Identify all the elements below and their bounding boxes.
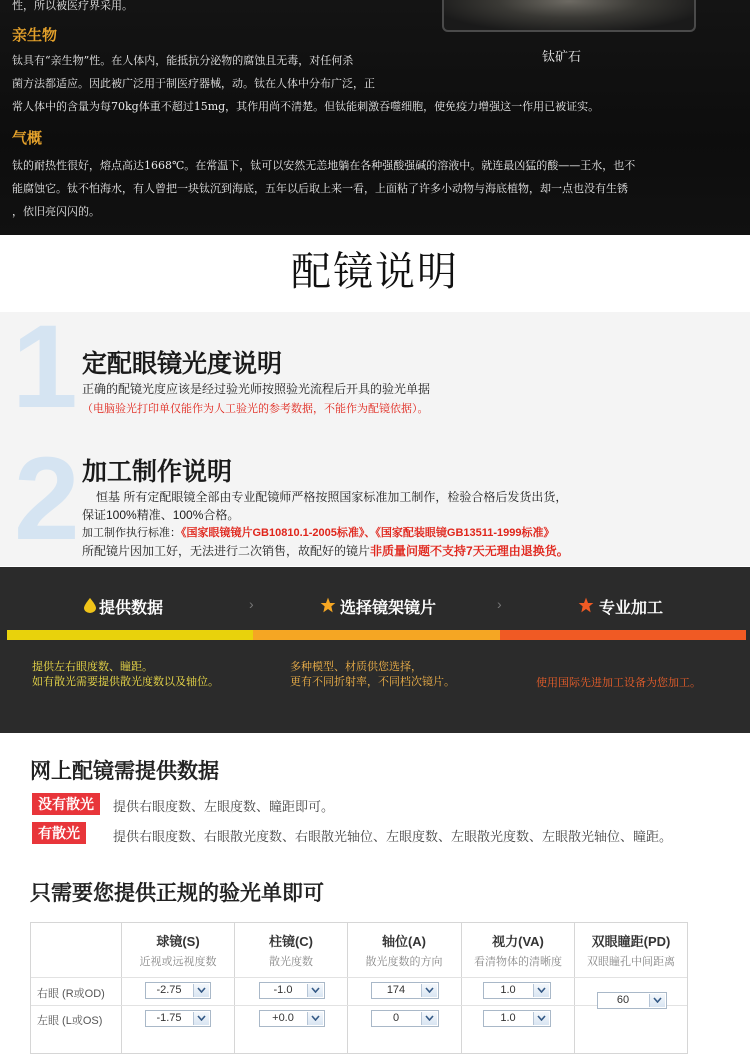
chevron-down-icon[interactable] — [307, 984, 323, 997]
online-data-heading: 网上配镜需提供数据 — [30, 760, 219, 783]
step-bar-2 — [253, 630, 500, 640]
header-axis: 轴位(A) — [381, 934, 427, 949]
step-2-desc-line-2: 更有不同折射率，不同档次镜片。 — [290, 676, 455, 688]
no-return-note: 非质量问题不支持7天无理由退换货。 — [370, 544, 569, 558]
row-divider — [31, 977, 687, 978]
titanium-ore-image — [442, 0, 696, 32]
bio-line-3: 常人体中的含量为每70kg体重不超过15mg，其作用尚不清楚。但钛能刺激吞噬细胞，使免疫力增强这一作用已被证实。 — [12, 100, 600, 113]
processing-line-1: 恒基 所有定配眼镜全部由专业配镜师严格按照国家标准加工制作，检验合格后发货出货， — [96, 490, 568, 504]
page-title: 配镜说明 — [291, 250, 459, 294]
no-astigmatism-tag: 没有散光 — [32, 793, 100, 815]
no-astigmatism-desc: 提供右眼度数、左眼度数、瞳距即可。 — [113, 799, 335, 814]
left-eye-label: 左眼 (L或OS) — [37, 1015, 103, 1027]
astigmatism-tag: 有散光 — [32, 822, 86, 844]
header-axis-desc: 散光度数的方向 — [365, 956, 443, 968]
step-3-desc — [536, 676, 701, 691]
chevron-down-icon[interactable] — [533, 984, 549, 997]
prescription-note: （电脑验光打印单仅能作为人工验光的参考数据，不能作为配镜依据）。 — [82, 403, 429, 415]
right-va-value: 1.0 — [500, 984, 516, 996]
left-axis-value: 0 — [392, 1012, 400, 1024]
numeral-two: 2 — [14, 433, 80, 565]
header-cylinder-desc: 散光度数 — [269, 956, 313, 968]
spirit-line-3: ，依旧亮闪闪的。 — [12, 205, 100, 218]
step-choose-frame: 选择镜架镜片 — [340, 600, 437, 617]
spirit-line-2: 能腐蚀它。钛不怕海水，有人曾把一块钛沉到海底，五年以后取上来一看，上面粘了许多小动物与海底植物，却一点也没有生锈 — [12, 182, 628, 195]
header-pupil-distance: 双眼瞳距(PD) — [591, 934, 671, 949]
step-2-desc-line-1: 多种模型、材质供您选择， — [290, 661, 422, 673]
right-sphere-select[interactable] — [145, 982, 211, 999]
processing-line-3 — [82, 524, 555, 540]
chevron-down-icon[interactable] — [307, 1012, 323, 1025]
left-cylinder-select[interactable] — [259, 1010, 325, 1027]
header-visual-acuity-desc: 看清物体的清晰度 — [474, 956, 562, 968]
step-2-desc — [290, 660, 455, 690]
right-cylinder-value: -1.0 — [273, 984, 293, 996]
step-1-desc-line-2: 如有散光需要提供散光度数以及轴位。 — [32, 676, 219, 688]
explanation-panel — [0, 301, 750, 566]
astigmatism-desc: 提供右眼度数、右眼散光度数、右眼散光轴位、左眼度数、左眼散光度数、左眼散光轴位、瞳距。 — [113, 829, 673, 844]
step-1-desc-line-1: 提供左右眼度数、瞳距。 — [32, 661, 153, 673]
intro-top-fragment: 性，所以被医疗界采用。 — [12, 0, 133, 12]
step-bar-3 — [500, 630, 746, 640]
numeral-one: 1 — [12, 301, 78, 433]
left-sphere-select[interactable] — [145, 1010, 211, 1027]
header-sphere: 球镜(S) — [156, 934, 200, 949]
chevron-down-icon[interactable] — [533, 1012, 549, 1025]
prescription-text: 正确的配镜光度应该是经过验光师按照验光流程后开具的验光单据 — [82, 382, 431, 396]
right-axis-select[interactable] — [371, 982, 439, 999]
processing-heading: 加工制作说明 — [82, 458, 233, 486]
prescription-only-heading: 只需要您提供正规的验光单即可 — [30, 882, 324, 905]
standard-names: 《国家眼镜镜片GB10810.1-2005标准》、《国家配装眼镜GB13511-1999标准》 — [181, 527, 555, 539]
step-1-desc — [32, 660, 219, 690]
header-sphere-desc: 近视或远视度数 — [139, 956, 217, 968]
titanium-intro-panel — [0, 0, 750, 235]
step-3-desc-line-1: 使用国际先进加工设备为您加工。 — [536, 677, 701, 689]
drop-icon — [84, 598, 96, 618]
header-cylinder: 柱镜(C) — [268, 934, 314, 949]
left-va-value: 1.0 — [500, 1012, 516, 1024]
processing-line-4 — [82, 542, 569, 559]
left-axis-select[interactable] — [371, 1010, 439, 1027]
step-bar-1 — [7, 630, 253, 640]
left-sphere-value: -1.75 — [156, 1012, 182, 1024]
prescription-table — [30, 922, 688, 1054]
ore-caption: 钛矿石 — [542, 50, 582, 65]
chevron-down-icon[interactable] — [421, 984, 437, 997]
spirit-line-1: 钛的耐热性很好，熔点高达1668℃。在常温下，钛可以安然无恙地躺在各种强酸强碱的溶液中。就连最凶猛的酸——王水，也不 — [12, 159, 636, 172]
right-sphere-value: -2.75 — [156, 984, 182, 996]
right-cylinder-select[interactable] — [259, 982, 325, 999]
chevron-down-icon[interactable] — [193, 1012, 209, 1025]
bio-line-2: 菌方法都适应。因此被广泛用于制医疗器械，动。钛在人体中分布广泛，正 — [12, 77, 375, 90]
pupil-distance-value: 60 — [616, 994, 630, 1006]
pupil-distance-select[interactable] — [597, 992, 667, 1009]
chevron-down-icon[interactable] — [193, 984, 209, 997]
right-eye-label: 右眼 (R或OD) — [37, 988, 105, 1000]
header-pupil-distance-desc: 双眼瞳孔中间距离 — [587, 956, 675, 968]
standard-prefix: 加工制作执行标准： — [82, 527, 181, 539]
star-icon — [320, 597, 336, 618]
processing-line-2: 保证100%精准、100%合格。 — [82, 508, 240, 522]
star-icon — [578, 597, 594, 618]
right-va-select[interactable] — [483, 982, 551, 999]
resale-note: 所配镜片因加工好，无法进行二次销售，故配好的镜片 — [82, 544, 371, 558]
right-axis-value: 174 — [386, 984, 406, 996]
chevron-down-icon[interactable] — [421, 1012, 437, 1025]
spirit-heading: 气概 — [12, 129, 43, 147]
left-va-select[interactable] — [483, 1010, 551, 1027]
step-provide-data: 提供数据 — [99, 600, 164, 617]
row-divider — [31, 1005, 687, 1006]
step-processing: 专业加工 — [599, 600, 664, 617]
left-cylinder-value: +0.0 — [272, 1012, 294, 1024]
bio-line-1: 钛具有“亲生物”性。在人体内，能抵抗分泌物的腐蚀且无毒，对任何杀 — [12, 54, 354, 67]
step-arrow-2: › — [497, 596, 502, 612]
prescription-heading: 定配眼镜光度说明 — [82, 350, 283, 378]
header-visual-acuity: 视力(VA) — [492, 934, 544, 949]
chevron-down-icon[interactable] — [649, 994, 665, 1007]
order-steps-bar — [0, 567, 750, 733]
step-arrow-1: › — [249, 596, 254, 612]
bio-heading: 亲生物 — [12, 26, 58, 44]
